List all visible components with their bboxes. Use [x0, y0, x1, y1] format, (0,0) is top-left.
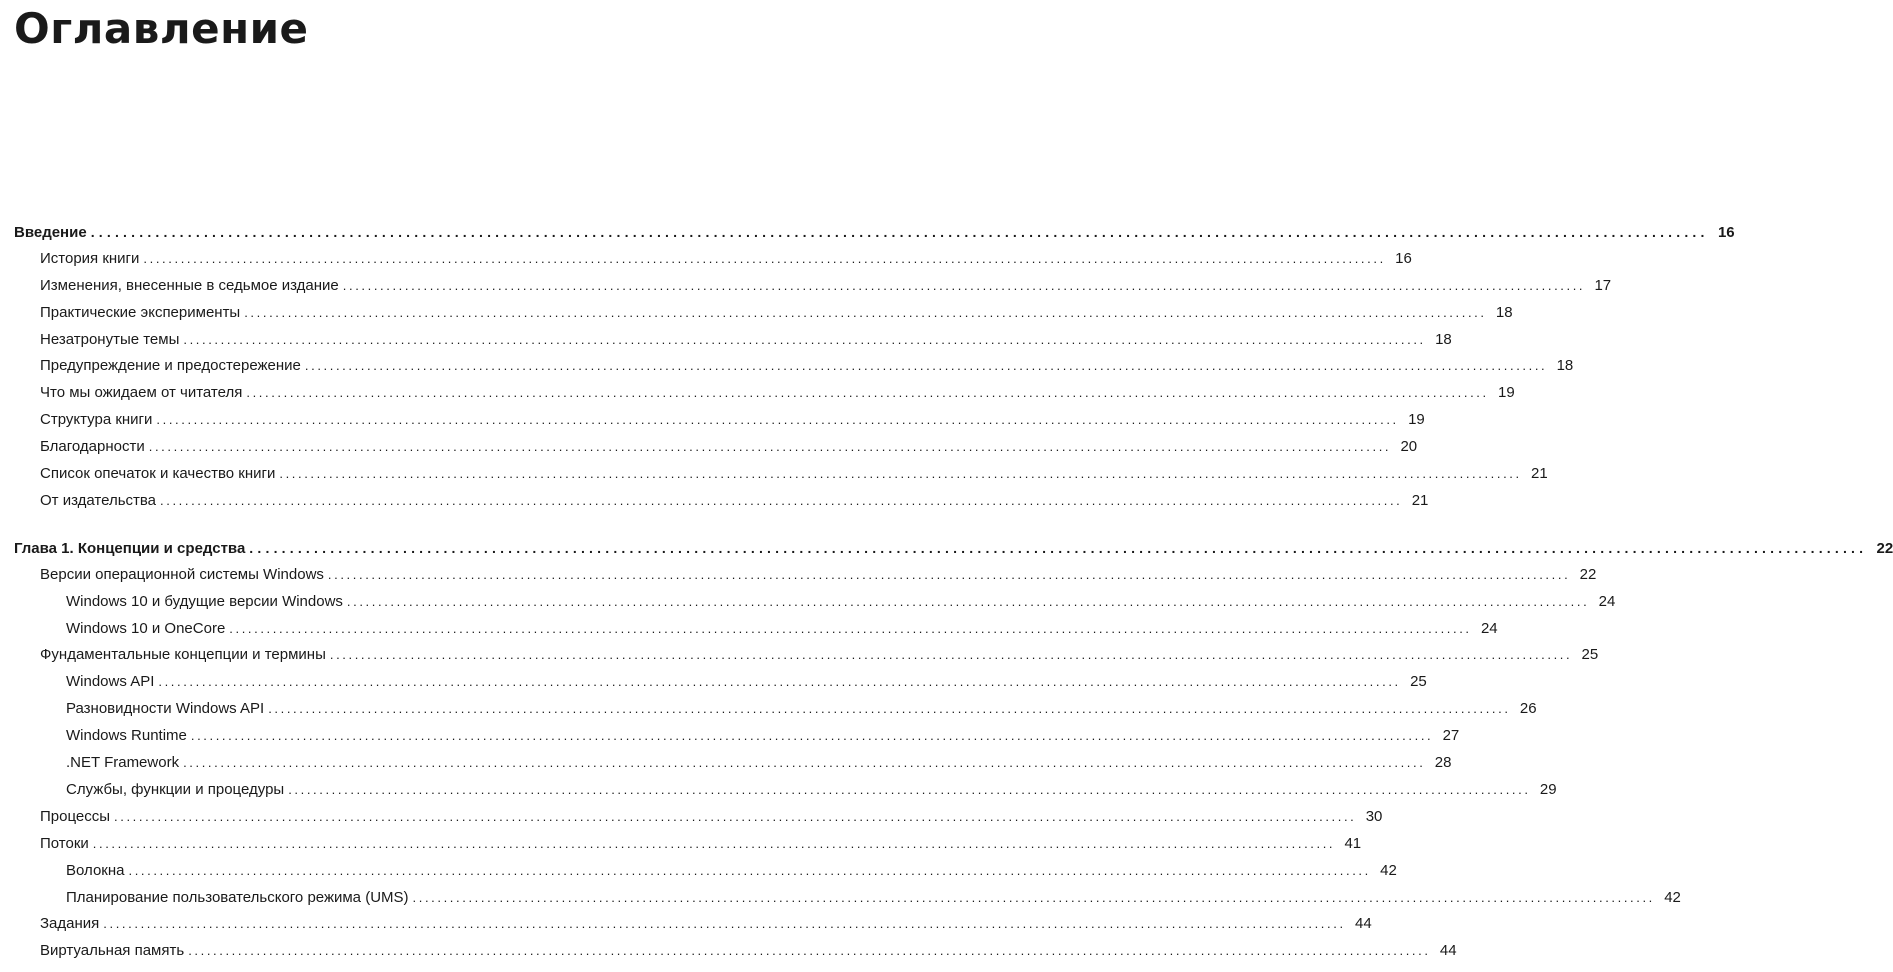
page-title: Оглавление: [14, 4, 309, 53]
toc-entry[interactable]: [40, 564, 1597, 586]
toc-entry-label: Практические эксперименты: [40, 304, 241, 321]
toc-entry[interactable]: [66, 591, 1616, 613]
dot-leader: ........................................................................................................................................................................................................: [342, 278, 1586, 293]
dot-leader: ........................................................................................................................................................................................................: [249, 540, 1868, 556]
toc-page-number: 26: [1519, 700, 1537, 717]
toc-entry-label: Список опечаток и качество книги: [40, 465, 276, 482]
toc-entry-label: Предупреждение и предостережение: [40, 357, 301, 374]
toc-entry-label: Глава 1. Концепции и средства: [14, 540, 246, 557]
toc-page-number: 19: [1498, 384, 1515, 401]
toc-entry-label: Задания: [40, 915, 100, 932]
toc-entry[interactable]: [40, 463, 1548, 485]
dot-leader: ........................................................................................................................................................................................................: [103, 916, 1346, 931]
toc-entry-label: История книги: [40, 250, 140, 267]
toc-entry[interactable]: [40, 382, 1515, 404]
dot-leader: ........................................................................................................................................................................................................: [244, 305, 1487, 320]
toc-entry[interactable]: [40, 644, 1599, 666]
toc-entry-label: Windows Runtime: [66, 727, 187, 744]
dot-leader: ........................................................................................................................................................................................................: [229, 621, 1472, 636]
toc-entry-label: Разновидности Windows API: [66, 700, 265, 717]
toc-entry-label: Волокна: [66, 862, 125, 879]
dot-leader: ........................................................................................................................................................................................................: [279, 466, 1522, 481]
toc-entry-label: Windows API: [66, 673, 155, 690]
dot-leader: ........................................................................................................................................................................................................: [268, 701, 1511, 716]
toc-entry[interactable]: [66, 618, 1498, 640]
dot-leader: ........................................................................................................................................................................................................: [148, 439, 1392, 454]
toc-page-number: 16: [1717, 224, 1735, 241]
toc-entry-label: .NET Framework: [66, 754, 180, 771]
toc-page-number: 27: [1442, 727, 1460, 744]
toc-page-number: 30: [1365, 808, 1383, 825]
toc-entry[interactable]: [40, 329, 1452, 351]
toc-entry-label: Версии операционной системы Windows: [40, 566, 324, 583]
dot-leader: ........................................................................................................................................................................................................: [329, 647, 1573, 662]
toc-entry-label: От издательства: [40, 492, 157, 509]
toc-entry[interactable]: [66, 698, 1537, 720]
toc-page-number: 29: [1539, 781, 1557, 798]
toc-entry[interactable]: [40, 913, 1372, 935]
dot-leader: ........................................................................................................................................................................................................: [183, 332, 1426, 347]
toc-entry[interactable]: [40, 355, 1574, 377]
toc-entry[interactable]: [40, 409, 1425, 431]
dot-leader: ........................................................................................................................................................................................................: [183, 755, 1426, 770]
toc-page-number: 41: [1344, 835, 1362, 852]
dot-leader: ........................................................................................................................................................................................................: [346, 594, 1590, 609]
dot-leader: ........................................................................................................................................................................................................: [412, 890, 1655, 905]
toc-page-number: 18: [1556, 357, 1574, 374]
toc-entry-label: Благодарности: [40, 438, 145, 455]
toc-page-number: 22: [1876, 540, 1893, 557]
toc-page-number: 18: [1435, 331, 1452, 348]
toc-chapter-entry[interactable]: [14, 537, 1893, 559]
toc-entry-label: Службы, функции и процедуры: [66, 781, 285, 798]
toc-entry[interactable]: [66, 671, 1427, 693]
toc-page-number: 42: [1664, 889, 1681, 906]
dot-leader: ........................................................................................................................................................................................................: [156, 412, 1399, 427]
toc-entry[interactable]: [40, 940, 1457, 962]
toc-entry-label: Введение: [14, 224, 87, 241]
dot-leader: ........................................................................................................................................................................................................: [246, 385, 1489, 400]
toc-entry-label: Виртуальная память: [40, 942, 185, 959]
toc-entry[interactable]: [40, 833, 1362, 855]
toc-entry-label: Что мы ожидаем от читателя: [40, 384, 243, 401]
toc-entry[interactable]: [40, 436, 1418, 458]
toc-page-number: 20: [1400, 438, 1418, 455]
toc-entry-label: Планирование пользовательского режима (UMS): [66, 889, 409, 906]
toc-entry[interactable]: [40, 806, 1383, 828]
dot-leader: ........................................................................................................................................................................................................: [158, 674, 1401, 689]
dot-leader: ........................................................................................................................................................................................................: [288, 782, 1531, 797]
toc-entry[interactable]: [66, 887, 1681, 909]
dot-leader: ........................................................................................................................................................................................................: [114, 809, 1357, 824]
toc-entry[interactable]: [66, 860, 1397, 882]
dot-leader: ........................................................................................................................................................................................................: [188, 943, 1431, 958]
toc-page-number: 28: [1434, 754, 1452, 771]
toc-entry[interactable]: [40, 275, 1612, 297]
toc-entry-label: Фундаментальные концепции и термины: [40, 646, 326, 663]
toc-entry-label: Windows 10 и будущие версии Windows: [66, 593, 343, 610]
toc-page-number: 44: [1354, 915, 1372, 932]
toc-page-number: 21: [1531, 465, 1548, 482]
toc-page-number: 44: [1439, 942, 1457, 959]
toc-entry-label: Незатронутые темы: [40, 331, 180, 348]
dot-leader: ........................................................................................................................................................................................................: [90, 224, 1709, 240]
toc-page-number: 19: [1408, 411, 1425, 428]
dot-leader: ........................................................................................................................................................................................................: [92, 836, 1336, 851]
dot-leader: ........................................................................................................................................................................................................: [160, 493, 1403, 508]
toc-page-number: 21: [1411, 492, 1429, 509]
toc-page-number: 18: [1495, 304, 1513, 321]
toc-page-number: 24: [1598, 593, 1616, 610]
toc-entry-label: Структура книги: [40, 411, 153, 428]
toc-entry[interactable]: [40, 490, 1429, 512]
toc-page-number: 16: [1395, 250, 1412, 267]
toc-page-number: 42: [1380, 862, 1397, 879]
toc-entry-label: Процессы: [40, 808, 111, 825]
dot-leader: ........................................................................................................................................................................................................: [304, 358, 1548, 373]
toc-entry[interactable]: [40, 302, 1513, 324]
toc-page-number: 25: [1581, 646, 1599, 663]
toc-entry[interactable]: [66, 725, 1460, 747]
toc-page-number: 24: [1480, 620, 1498, 637]
toc-page-number: 22: [1579, 566, 1597, 583]
dot-leader: ........................................................................................................................................................................................................: [327, 567, 1571, 582]
toc-entry[interactable]: [66, 779, 1557, 801]
toc-entry-label: Windows 10 и OneCore: [66, 620, 226, 637]
toc-chapter-entry[interactable]: [14, 221, 1735, 243]
toc-entry-label: Потоки: [40, 835, 89, 852]
toc-entry[interactable]: [40, 248, 1412, 270]
toc-entry[interactable]: [66, 752, 1452, 774]
dot-leader: ........................................................................................................................................................................................................: [128, 863, 1371, 878]
toc-page-number: 25: [1410, 673, 1427, 690]
toc-page-number: 17: [1594, 277, 1612, 294]
dot-leader: ........................................................................................................................................................................................................: [143, 251, 1386, 266]
toc-entry-label: Изменения, внесенные в седьмое издание: [40, 277, 339, 294]
dot-leader: ........................................................................................................................................................................................................: [190, 728, 1434, 743]
